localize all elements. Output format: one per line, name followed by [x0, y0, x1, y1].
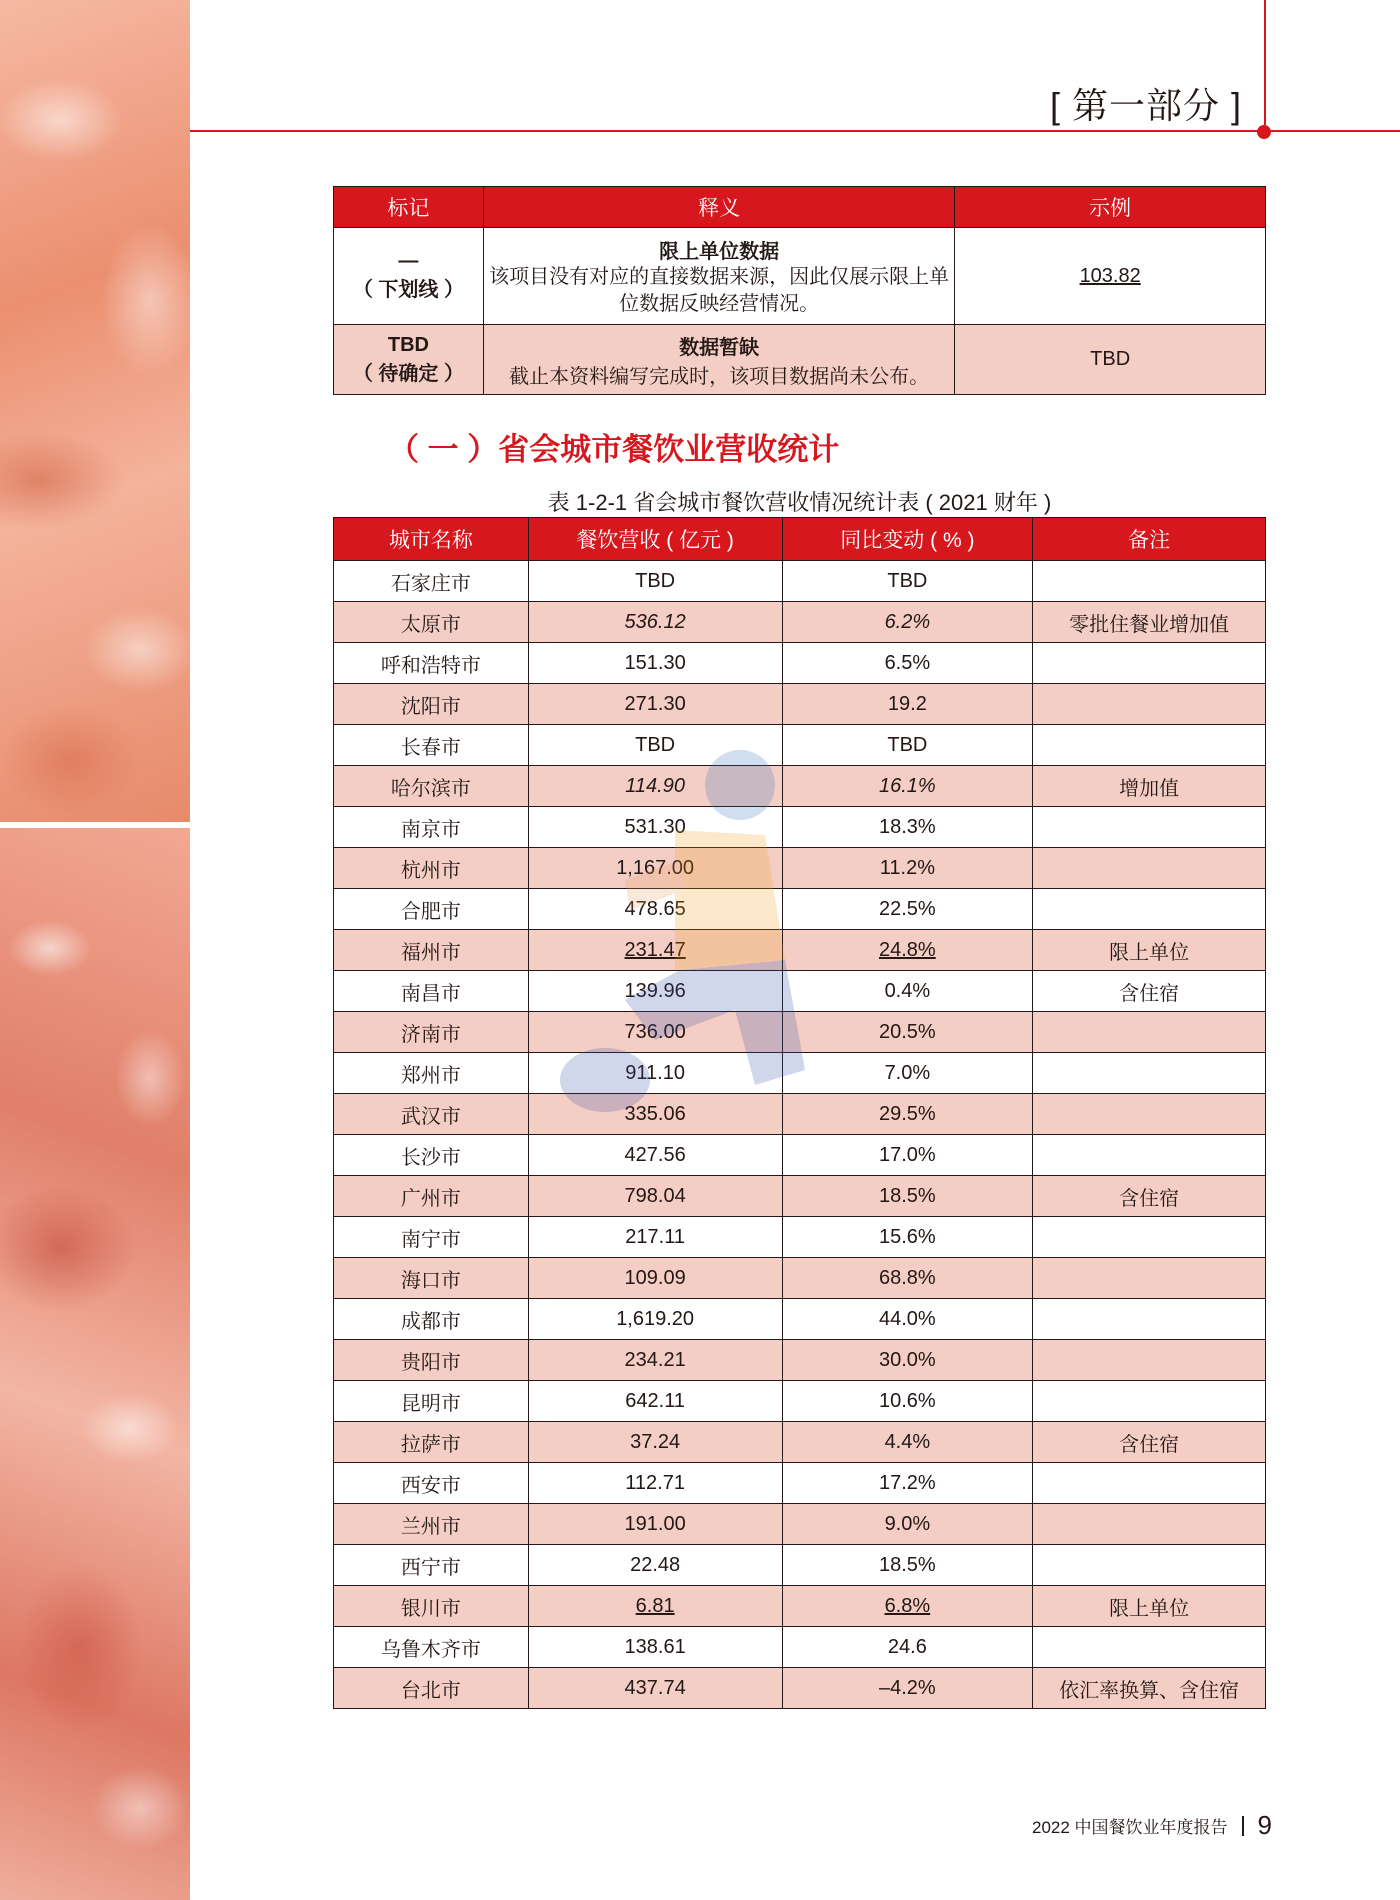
change-cell: 0.4% [782, 971, 1033, 1012]
revenue-cell [528, 930, 782, 971]
note-cell [1033, 889, 1266, 930]
revenue-cell: 22.48 [528, 1545, 782, 1586]
change-cell: 16.1% [782, 766, 1033, 807]
city-cell: 福州市 [334, 930, 529, 971]
city-cell: 乌鲁木齐市 [334, 1627, 529, 1668]
change-cell: 9.0% [782, 1504, 1033, 1545]
table-row [334, 1012, 1266, 1053]
note-cell: 含住宿 [1033, 971, 1266, 1012]
note-cell: 含住宿 [1033, 1422, 1266, 1463]
section-tag: [ 第一部分 ] [1049, 85, 1242, 126]
section-title: （ 一 ）省会城市餐饮业营收统计 [388, 432, 840, 467]
note-cell [1033, 1258, 1266, 1299]
revenue-cell: 335.06 [528, 1094, 782, 1135]
table-header-row [334, 518, 1266, 561]
table-row [334, 1135, 1266, 1176]
change-cell: TBD [782, 725, 1033, 766]
note-cell: 依汇率换算、含住宿 [1033, 1668, 1266, 1709]
decorative-photo-strip [0, 0, 190, 1900]
city-cell: 广州市 [334, 1176, 529, 1217]
revenue-cell: TBD [528, 561, 782, 602]
change-cell: 4.4% [782, 1422, 1033, 1463]
revenue-cell: 911.10 [528, 1053, 782, 1094]
legend-header-mark: 标记 [334, 187, 484, 228]
revenue-cell: 536.12 [528, 602, 782, 643]
legend-example-value: TBD [1090, 348, 1131, 370]
legend-header-meaning: 释义 [483, 187, 954, 228]
legend-header-example: 示例 [955, 187, 1266, 228]
city-cell: 太原市 [334, 602, 529, 643]
city-cell: 海口市 [334, 1258, 529, 1299]
revenue-cell: 642.11 [528, 1381, 782, 1422]
change-cell [782, 1586, 1033, 1627]
table-row [334, 766, 1266, 807]
revenue-cell: 798.04 [528, 1176, 782, 1217]
city-cell: 拉萨市 [334, 1422, 529, 1463]
legend-meaning-cell [483, 325, 954, 395]
city-cell: 呼和浩特市 [334, 643, 529, 684]
city-cell: 兰州市 [334, 1504, 529, 1545]
note-cell [1033, 1627, 1266, 1668]
city-cell: 南宁市 [334, 1217, 529, 1258]
legend-mark-label: （ 待确定 ） [352, 362, 464, 385]
table-row [334, 725, 1266, 766]
table-row [334, 1545, 1266, 1586]
footer-divider [1242, 1816, 1244, 1836]
note-cell [1033, 1053, 1266, 1094]
legend-mark-symbol: — [398, 250, 419, 272]
header-note: 备注 [1033, 518, 1266, 561]
note-cell [1033, 1012, 1266, 1053]
revenue-value: 231.47 [624, 938, 686, 961]
legend-meaning-title: 数据暂缺 [679, 336, 760, 359]
table-row [334, 889, 1266, 930]
change-cell: 17.2% [782, 1463, 1033, 1504]
change-cell: TBD [782, 561, 1033, 602]
header-rule-dot [1257, 125, 1271, 139]
table-row [334, 930, 1266, 971]
revenue-cell: 1,167.00 [528, 848, 782, 889]
note-cell: 限上单位 [1033, 1586, 1266, 1627]
change-cell: 24.6 [782, 1627, 1033, 1668]
note-cell [1033, 1094, 1266, 1135]
city-cell: 西安市 [334, 1463, 529, 1504]
change-cell [782, 930, 1033, 971]
revenue-cell: 37.24 [528, 1422, 782, 1463]
table-row [334, 1094, 1266, 1135]
revenue-cell: 427.56 [528, 1135, 782, 1176]
legend-example-value: 103.82 [1079, 264, 1141, 287]
table-row [334, 848, 1266, 889]
table-row [334, 561, 1266, 602]
city-revenue-table [333, 517, 1266, 1709]
food-photo-bottom [0, 828, 190, 1900]
note-cell: 含住宿 [1033, 1176, 1266, 1217]
legend-example-cell [955, 325, 1266, 395]
change-cell: 11.2% [782, 848, 1033, 889]
table-row [334, 1053, 1266, 1094]
note-cell [1033, 561, 1266, 602]
city-cell: 西宁市 [334, 1545, 529, 1586]
change-cell: 15.6% [782, 1217, 1033, 1258]
legend-row-tbd [334, 325, 1266, 395]
note-cell [1033, 807, 1266, 848]
note-cell [1033, 725, 1266, 766]
note-cell [1033, 643, 1266, 684]
note-cell [1033, 684, 1266, 725]
revenue-cell: 437.74 [528, 1668, 782, 1709]
city-cell: 沈阳市 [334, 684, 529, 725]
city-cell: 杭州市 [334, 848, 529, 889]
table-row [334, 1586, 1266, 1627]
legend-mark-symbol: TBD [387, 333, 429, 356]
table-row [334, 971, 1266, 1012]
revenue-cell: 271.30 [528, 684, 782, 725]
table-row [334, 684, 1266, 725]
note-cell: 增加值 [1033, 766, 1266, 807]
city-cell: 哈尔滨市 [334, 766, 529, 807]
table-row [334, 1381, 1266, 1422]
legend-mark-cell [334, 325, 484, 395]
city-cell: 台北市 [334, 1668, 529, 1709]
note-cell: 限上单位 [1033, 930, 1266, 971]
legend-mark-cell [334, 228, 484, 325]
revenue-cell [528, 1586, 782, 1627]
change-cell: 30.0% [782, 1340, 1033, 1381]
change-cell: 18.5% [782, 1176, 1033, 1217]
change-cell: 6.2% [782, 602, 1033, 643]
revenue-cell: 531.30 [528, 807, 782, 848]
header-vertical-rule [1264, 0, 1266, 132]
table-row [334, 1627, 1266, 1668]
legend-mark-label: （ 下划线 ） [352, 279, 464, 301]
city-cell: 长沙市 [334, 1135, 529, 1176]
note-cell [1033, 1463, 1266, 1504]
revenue-cell: 234.21 [528, 1340, 782, 1381]
revenue-cell: 109.09 [528, 1258, 782, 1299]
note-cell [1033, 1299, 1266, 1340]
revenue-cell: 478.65 [528, 889, 782, 930]
change-cell: 17.0% [782, 1135, 1033, 1176]
note-cell [1033, 1217, 1266, 1258]
city-cell: 南京市 [334, 807, 529, 848]
city-cell: 成都市 [334, 1299, 529, 1340]
table-row [334, 643, 1266, 684]
city-cell: 郑州市 [334, 1053, 529, 1094]
city-cell: 济南市 [334, 1012, 529, 1053]
header-horizontal-rule [190, 130, 1400, 132]
change-cell: 10.6% [782, 1381, 1033, 1422]
table-row [334, 1668, 1266, 1709]
table-row [334, 1217, 1266, 1258]
note-cell [1033, 848, 1266, 889]
revenue-value: 6.81 [635, 1594, 675, 1617]
legend-meaning-cell [483, 228, 954, 325]
change-cell: 6.5% [782, 643, 1033, 684]
table-row [334, 1463, 1266, 1504]
note-cell [1033, 1504, 1266, 1545]
revenue-cell: 151.30 [528, 643, 782, 684]
city-cell: 石家庄市 [334, 561, 529, 602]
revenue-cell: 112.71 [528, 1463, 782, 1504]
page-footer [1032, 1810, 1272, 1841]
city-cell: 昆明市 [334, 1381, 529, 1422]
change-cell: –4.2% [782, 1668, 1033, 1709]
change-value: 24.8% [879, 938, 936, 961]
footer-report-title: 2022 中国餐饮业年度报告 [1031, 1818, 1228, 1837]
change-cell: 68.8% [782, 1258, 1033, 1299]
city-cell: 贵阳市 [334, 1340, 529, 1381]
table-caption: 表 1-2-1 省会城市餐饮营收情况统计表 ( 2021 财年 ) [547, 490, 1052, 515]
revenue-cell: 114.90 [528, 766, 782, 807]
city-cell: 长春市 [334, 725, 529, 766]
legend-meaning-desc: 截止本资料编写完成时，该项目数据尚未公布。 [509, 365, 930, 388]
page-number: 9 [1257, 1810, 1272, 1840]
city-cell: 南昌市 [334, 971, 529, 1012]
table-row [334, 1258, 1266, 1299]
header-change: 同比变动 ( % ) [782, 518, 1033, 561]
change-cell: 18.5% [782, 1545, 1033, 1586]
header-revenue: 餐饮营收 ( 亿元 ) [528, 518, 782, 561]
change-cell: 29.5% [782, 1094, 1033, 1135]
table-row [334, 1176, 1266, 1217]
legend-meaning-desc: 该项目没有对应的直接数据来源，因此仅展示限上单位数据反映经营情况。 [489, 265, 950, 315]
note-cell [1033, 1381, 1266, 1422]
legend-table [333, 186, 1266, 395]
revenue-cell: 1,619.20 [528, 1299, 782, 1340]
header-city: 城市名称 [334, 518, 529, 561]
table-row [334, 1422, 1266, 1463]
change-cell: 44.0% [782, 1299, 1033, 1340]
change-value: 6.8% [884, 1594, 931, 1617]
note-cell [1033, 1545, 1266, 1586]
legend-row-underline [334, 228, 1266, 325]
change-cell: 22.5% [782, 889, 1033, 930]
change-cell: 18.3% [782, 807, 1033, 848]
table-row [334, 602, 1266, 643]
food-photo-top [0, 0, 190, 822]
change-cell: 19.2 [782, 684, 1033, 725]
note-cell [1033, 1135, 1266, 1176]
legend-header-row [334, 187, 1266, 228]
revenue-cell: 191.00 [528, 1504, 782, 1545]
revenue-cell: 139.96 [528, 971, 782, 1012]
revenue-cell: 736.00 [528, 1012, 782, 1053]
city-cell: 合肥市 [334, 889, 529, 930]
table-row [334, 807, 1266, 848]
note-cell: 零批住餐业增加值 [1033, 602, 1266, 643]
legend-meaning-title: 限上单位数据 [659, 240, 780, 263]
revenue-cell: 217.11 [528, 1217, 782, 1258]
legend-example-cell [955, 228, 1266, 325]
change-cell: 20.5% [782, 1012, 1033, 1053]
note-cell [1033, 1340, 1266, 1381]
table-row [334, 1504, 1266, 1545]
table-row [334, 1299, 1266, 1340]
revenue-cell: TBD [528, 725, 782, 766]
revenue-cell: 138.61 [528, 1627, 782, 1668]
city-cell: 银川市 [334, 1586, 529, 1627]
change-cell: 7.0% [782, 1053, 1033, 1094]
city-cell: 武汉市 [334, 1094, 529, 1135]
table-row [334, 1340, 1266, 1381]
